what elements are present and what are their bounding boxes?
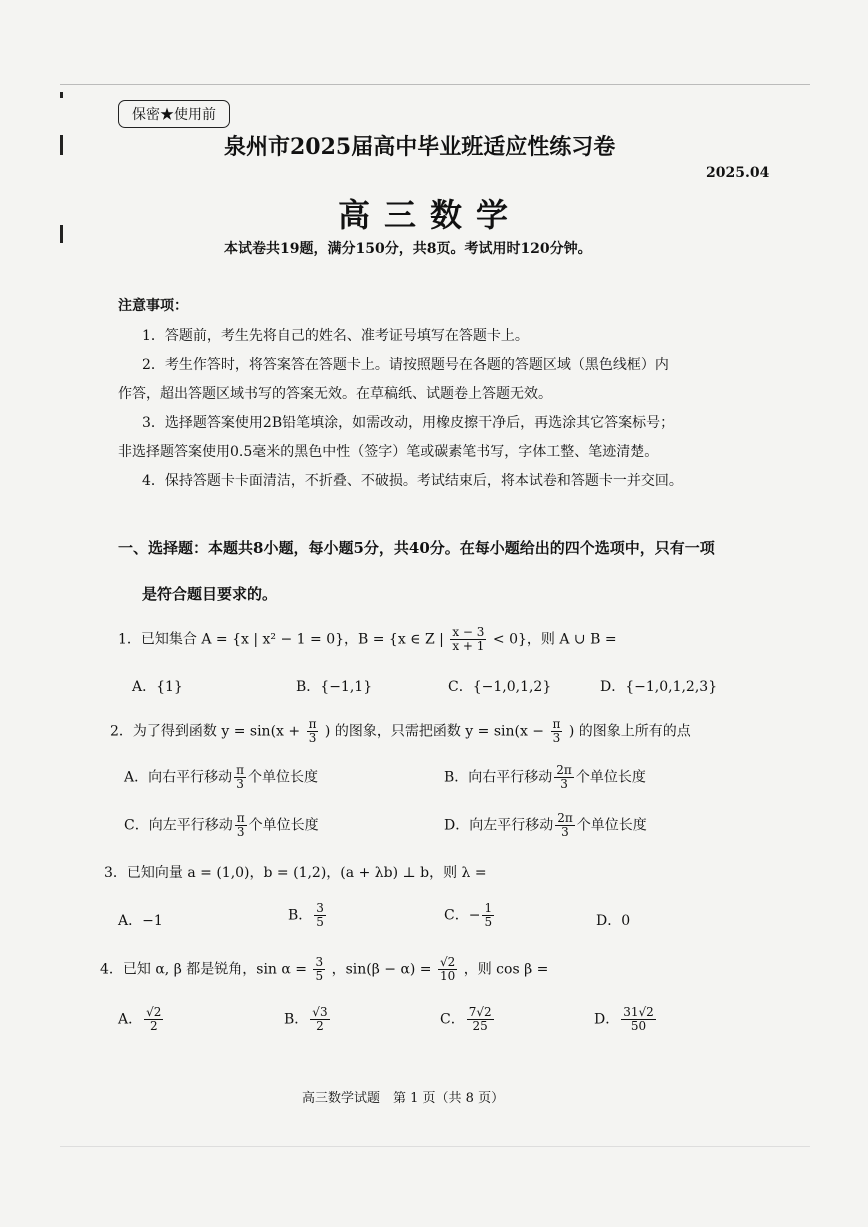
q2-option-a: A．向右平行移动 $\frac{\pi}{3}$ 个单位长度 [124,763,319,791]
note-item: 非选择题答案使用0.5毫米的黑色中性（签字）笔或碳素笔书写，字体工整、笔迹清楚。 [118,444,659,460]
exam-title: 泉州市2025届高中毕业班适应性练习卷 [224,134,616,160]
note-item: 1．答题前，考生先将自己的姓名、准考证号填写在答题卡上。 [142,328,529,344]
question-2: 2．为了得到函数 y = sin(x + $\frac{\pi}{3}$ ) 的图象，只需把函数 y = sin(x − $\frac{\pi}{3}$ ) 的图象上所有的点 [110,717,691,745]
exam-date: 2025.04 [706,165,770,181]
note-item: 2．考生作答时，将答案答在答题卡上。请按照题号在各题的答题区域（黑色线框）内 [142,357,669,373]
scan-mark [60,92,63,98]
q4-option-c: C． $\frac{7√2}{25}$ [440,1005,492,1033]
q3-option-c: C．− $\frac{1}{5}$ [444,901,493,929]
question-1 [118,626,617,653]
q1-option-b: B．{−1,1} [296,679,373,695]
scan-mark [60,135,63,155]
q2-option-b: B．向右平行移动 $\frac{2\pi}{3}$ 个单位长度 [444,763,646,791]
q3-option-d: D．0 [596,913,631,929]
q1-option-c: C．{−1,0,1,2} [448,679,552,695]
notes-heading: 注意事项： [118,298,188,314]
q4-option-d: D． $\frac{31√2}{50}$ [594,1005,654,1033]
q2-option-c: C．向左平行移动 $\frac{\pi}{3}$ 个单位长度 [124,811,319,839]
q1-fraction: $\frac{x - 3}{x + 1}$ [452,625,485,653]
question-3: 3．已知向量 a = (1,0)，b = (1,2)，(a + λb) ⊥ b，则 λ = [104,865,487,881]
q3-option-a: A．−1 [118,913,163,929]
note-item: 3．选择题答案使用2B铅笔填涂，如需改动，用橡皮擦干净后，再选涂其它答案标号； [142,415,675,431]
note-item: 4．保持答题卡卡面清洁，不折叠、不破损。考试结束后，将本试卷和答题卡一并交回。 [142,473,683,489]
q2-option-d: D．向左平行移动 $\frac{2\pi}{3}$ 个单位长度 [444,811,647,839]
page-footer: 高三数学试题 第 1 页（共 8 页） [302,1091,505,1106]
note-item: 作答，超出答题区域书写的答案无效。在草稿纸、试题卷上答题无效。 [118,386,552,402]
q1-option-a: A．{1} [132,679,183,695]
section-heading: 一、选择题：本题共8小题，每小题5分，共40分。在每小题给出的四个选项中，只有一项 [118,539,715,557]
q3-option-b: B． $\frac{3}{5}$ [288,901,324,929]
section-heading-cont: 是符合题目要求的。 [142,585,278,603]
scan-mark [60,225,63,243]
bottom-border-line [60,1146,810,1147]
confidential-badge: 保密★使用前 [118,100,230,128]
exam-info: 本试卷共19题，满分150分，共8页。考试用时120分钟。 [224,241,592,257]
q1-text-a: 1．已知集合 A = {x | x² − 1 = 0}，B = {x ∈ Z | [118,631,444,648]
subject-title: 高三数学 [338,196,523,234]
q1-option-d: D．{−1,0,1,2,3} [600,679,718,695]
q1-text-b: < 0}，则 A ∪ B = [492,631,617,648]
q4-option-b: B． $\frac{√3}{2}$ [284,1005,328,1033]
top-border-line [60,84,810,85]
question-4: 4．已知 α, β 都是锐角，sin α = $\frac{3}{5}$ ，sin(β − α) = $\frac{√2}{10}$ ，则 cos β = [100,955,549,983]
q4-option-a: A． $\frac{√2}{2}$ [118,1005,162,1033]
